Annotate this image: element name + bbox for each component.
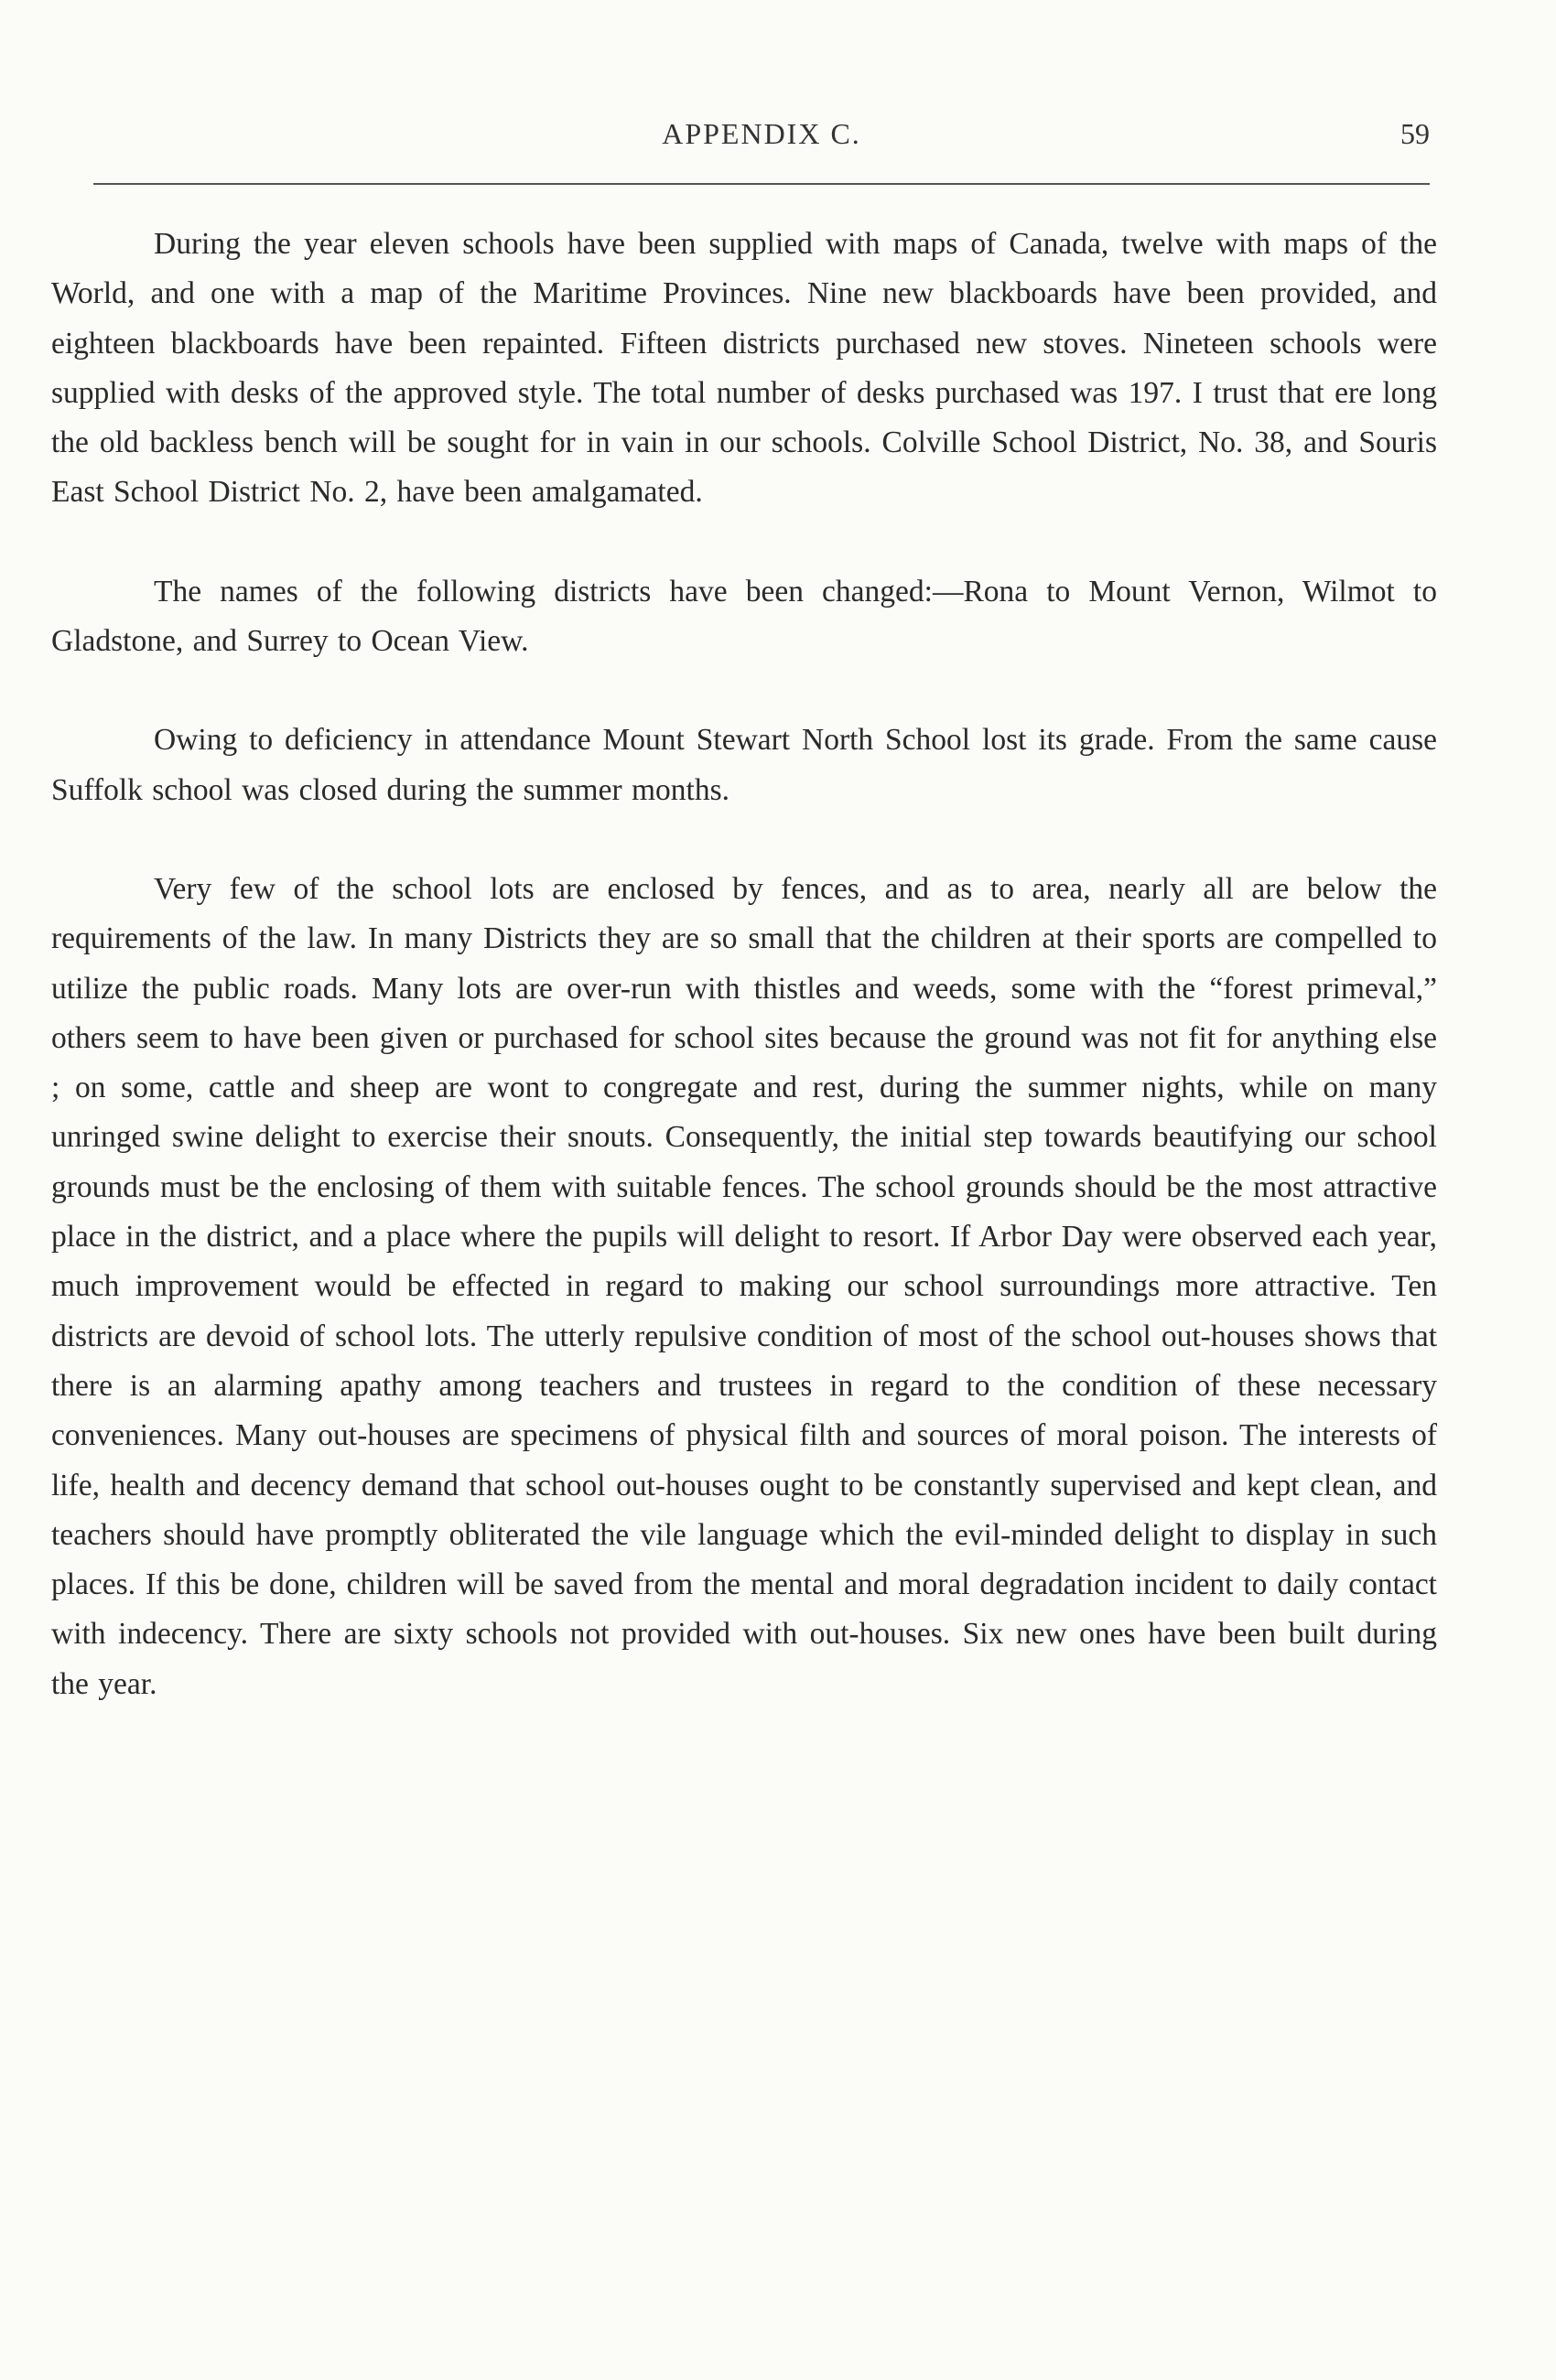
paragraph-district-names: The names of the following districts have been changed:—Rona to Mount Vernon, Wilmot to Gladstone, and Surrey to Ocean View. xyxy=(51,574,1437,659)
running-header xyxy=(93,117,1430,161)
paragraph-school-grounds: Very few of the school lots are enclosed by fences, and as to area, nearly all are below the requirements of the law. In many Districts they are so small that the children at their sports are compelled to utilize the public roads. Many lots are over-run with thistles and weeds, some with the “forest primeval,” others seem to have been given or purchased for school sites because the ground was not fit for anything else ; on some, cattle and sheep are wont to congregate and rest, during the summer nights, while on many unringed swine delight to exercise their snouts. Consequently, the initial step towards beautifying our school grounds must be the enclosing of them with suitable fences. The school grounds should be the most attractive place in the district, and a place where the pupils will delight to resort. If Arbor Day were observed each year, much improvement would be effected in regard to making our school surroundings more attractive. Ten districts are devoid of school lots. The utterly repulsive condition of most of the school out-houses shows that there is an alarming apathy among teachers and trustees in regard to the condition of these necessary conveniences. Many out-houses are specimens of physical filth and sources of moral poison. The interests of life, health and decency demand that school out-houses ought to be constantly supervised and kept clean, and teachers should have promptly obliterated the vile language which the evil-minded delight to display in such places. If this be done, children will be saved from the mental and moral degradation incident to daily contact with indecency. There are sixty schools not provided with out-houses. Six new ones have been built during the year. xyxy=(51,871,1437,1701)
paragraph-attendance: Owing to deficiency in attendance Mount Stewart North School lost its grade. From the same cause Suffolk school was closed during the summer months. xyxy=(51,723,1437,807)
running-title: APPENDIX C. xyxy=(662,117,861,150)
page-number: 59 xyxy=(1400,117,1430,150)
header-rule xyxy=(93,183,1430,185)
body-text xyxy=(51,220,1437,1709)
paragraph-maps-and-supplies: During the year eleven schools have been supplied with maps of Canada, twelve with maps of the World, and one with a map of the Maritime Provinces. Nine new blackboards have been provided, and eighteen blackboards have been repainted. Fifteen districts purchased new stoves. Nineteen schools were supplied with desks of the approved style. The total number of desks purchased was 197. I trust that ere long the old backless bench will be sought for in vain in our schools. Colville School District, No. 38, and Souris East School District No. 2, have been amalgamated. xyxy=(51,227,1437,510)
